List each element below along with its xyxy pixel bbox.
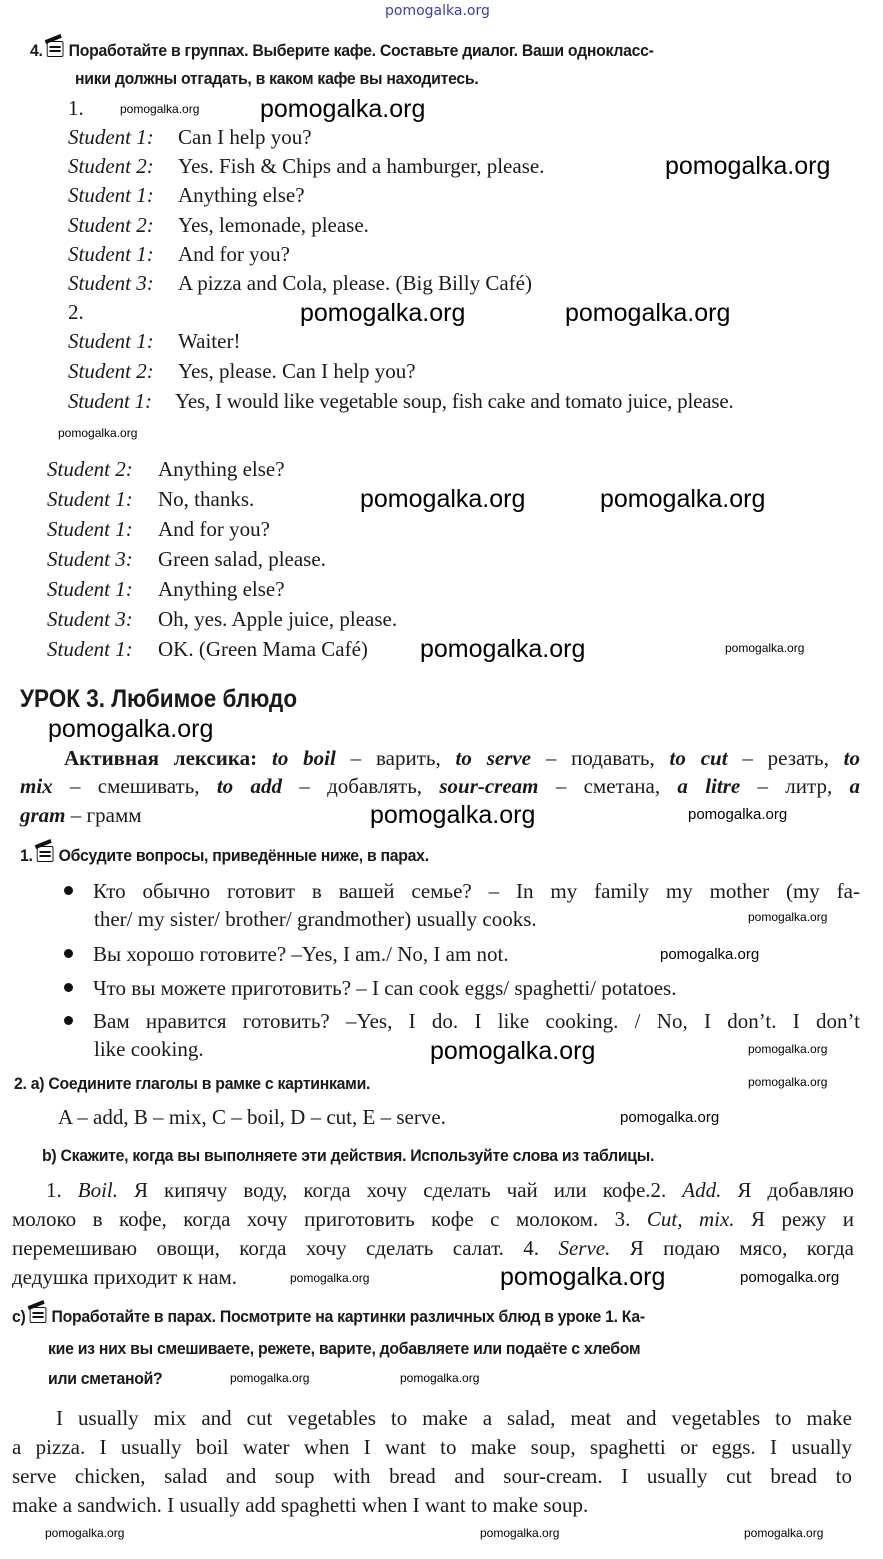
bullet-item [64, 878, 860, 904]
utterance: A pizza and Cola, please. (Big Billy Café) [178, 271, 532, 295]
utterance: Can I help you? [178, 125, 312, 149]
vocab-word: to cut [669, 746, 728, 770]
task-number: 1. [20, 846, 33, 865]
vocab-meaning: – литр, [740, 774, 850, 798]
vocab-line [64, 745, 860, 771]
vocab-word: a [849, 774, 860, 798]
speaker: Student 1: [68, 389, 152, 413]
speaker: Student 3: [47, 547, 133, 571]
watermark: pomogalka.org [400, 1371, 480, 1385]
watermark: pomogalka.org [740, 1269, 840, 1286]
dialog-line [68, 153, 544, 179]
speaker: Student 1: [47, 577, 133, 601]
task-text: Обсудите вопросы, приведённые ниже, в парах. [58, 846, 429, 865]
dialog-line [47, 516, 270, 542]
speaker: Student 2: [68, 359, 154, 383]
vocab-word: gram [20, 803, 66, 827]
paragraph-line: serve chicken, salad and soup with bread and sour-cream. I usually cut bread to [12, 1464, 852, 1488]
speaker: Student 2: [68, 154, 154, 178]
watermark: pomogalka.org [48, 715, 214, 743]
vocab-word: to add [216, 774, 282, 798]
verb: Add. [682, 1178, 722, 1202]
watermark: pomogalka.org [748, 1075, 828, 1089]
watermark: pomogalka.org [480, 1526, 560, 1540]
speaker: Student 1: [47, 487, 133, 511]
dialog-line [68, 388, 734, 414]
speaker: Student 1: [68, 183, 154, 207]
watermark: pomogalka.org [500, 1263, 666, 1291]
watermark: pomogalka.org [620, 1109, 720, 1126]
lesson-title: УРОК 3. Любимое блюдо [20, 685, 298, 713]
watermark: pomogalka.org [58, 426, 138, 440]
dialog-line [68, 124, 312, 150]
bullet-item [64, 975, 676, 1001]
watermark: pomogalka.org [600, 485, 766, 513]
paragraph-line [12, 1206, 854, 1232]
utterance: Anything else? [158, 577, 285, 601]
dialog-number: 1. [68, 96, 84, 120]
utterance: Green salad, please. [158, 547, 326, 571]
dialog-number: 2. [68, 300, 84, 324]
vocab-meaning: – варить, [335, 746, 456, 770]
paragraph-line: a pizza. I usually boil water when I want to make soup, spaghetti or eggs. I usually [12, 1435, 852, 1459]
task4-heading-cont: ники должны отгадать, в каком кафе вы находитесь. [75, 69, 479, 88]
ex2a-answer: A – add, B – mix, C – boil, D – cut, E – serve. [58, 1105, 446, 1129]
speaker: Student 1: [68, 125, 154, 149]
speaker: Student 3: [47, 607, 133, 631]
paragraph-line: make a sandwich. I usually add spaghetti when I want to make soup. [12, 1493, 589, 1517]
header-watermark[interactable]: pomogalka.org [385, 3, 490, 19]
dialog-line [47, 486, 254, 512]
text: Я режу и [734, 1207, 854, 1231]
workbook-icon [46, 41, 63, 57]
bullet-item [64, 941, 509, 967]
speaker: Student 1: [47, 637, 133, 661]
vocab-word: a litre [677, 774, 741, 798]
speaker: Student 1: [47, 517, 133, 541]
task4-heading [30, 38, 654, 64]
watermark: pomogalka.org [260, 95, 426, 123]
utterance: Yes, please. Can I help you? [178, 359, 416, 383]
paragraph-line [46, 1177, 854, 1203]
ex2c-heading-cont: или сметаной? [48, 1369, 163, 1388]
verb: Serve. [558, 1236, 611, 1260]
bullet-icon [64, 886, 73, 895]
bullet-item [64, 1008, 860, 1034]
vocab-meaning: – подавать, [531, 746, 670, 770]
speaker: Student 3: [68, 271, 154, 295]
dialog-line [68, 212, 369, 238]
workbook-icon [29, 1307, 46, 1323]
bullet-text: Вам нравится готовить? –Yes, I do. I like cooking. / No, I don’t. I don’t [93, 1009, 860, 1033]
vocab-meaning: – смешивать, [52, 774, 217, 798]
bullet-icon [64, 983, 73, 992]
dialog-line [47, 606, 397, 632]
task-text: Поработайте в парах. Посмотрите на картинки различных блюд в уроке 1. Ка- [51, 1307, 645, 1326]
vocab-label: Активная лексика: [64, 746, 258, 770]
vocab-word: mix [20, 774, 53, 798]
bullet-icon [64, 1016, 73, 1025]
paragraph-line: дедушка приходит к нам. [12, 1265, 238, 1289]
ex2a-heading: 2. а) Соедините глаголы в рамке с картинками. [14, 1074, 371, 1093]
vocab-line [20, 802, 142, 828]
verb: Boil. [77, 1178, 118, 1202]
dialog-line [68, 358, 416, 384]
watermark: pomogalka.org [665, 152, 831, 180]
vocab-meaning: – добавлять, [281, 774, 440, 798]
watermark: pomogalka.org [660, 946, 760, 963]
watermark: pomogalka.org [688, 806, 788, 823]
watermark: pomogalka.org [300, 299, 466, 327]
watermark: pomogalka.org [45, 1526, 125, 1540]
bullet-text: Вы хорошо готовите? –Yes, I am./ No, I am not. [93, 942, 509, 966]
watermark: pomogalka.org [748, 1042, 828, 1056]
paragraph-line [12, 1235, 854, 1261]
watermark: pomogalka.org [230, 1371, 310, 1385]
ex2c-heading-cont: кие из них вы смешиваете, режете, варите, добавляете или подаёте с хлебом [48, 1339, 641, 1358]
dialog-line [47, 456, 285, 482]
verb: Cut, mix. [646, 1207, 735, 1231]
vocab-word: to serve [455, 746, 531, 770]
utterance: And for you? [178, 242, 290, 266]
vocab-word: to [843, 746, 861, 770]
utterance: Yes. Fish & Chips and a hamburger, please. [178, 154, 545, 178]
watermark: pomogalka.org [120, 102, 200, 116]
text: перемешиваю овощи, когда хочу сделать салат. 4. [12, 1236, 559, 1260]
vocab-line [20, 773, 860, 799]
speaker: Student 2: [68, 213, 154, 237]
vocab-word: sour-cream [439, 774, 539, 798]
watermark: pomogalka.org [748, 910, 828, 924]
utterance: And for you? [158, 517, 270, 541]
speaker: Student 2: [47, 457, 133, 481]
speaker: Student 1: [68, 329, 154, 353]
vocab-meaning: – грамм [65, 803, 142, 827]
watermark: pomogalka.org [744, 1526, 824, 1540]
text: молоко в кофе, когда хочу приготовить кофе с молоком. 3. [12, 1207, 647, 1231]
text: Я добавляю [721, 1178, 854, 1202]
task-number: 4. [30, 41, 43, 60]
bullet-text: Что вы можете приготовить? – I can cook eggs/ spaghetti/ potatoes. [93, 976, 677, 1000]
workbook-icon [36, 846, 53, 862]
watermark: pomogalka.org [370, 801, 536, 829]
speaker: Student 1: [68, 242, 154, 266]
watermark: pomogalka.org [360, 485, 526, 513]
text: Я кипячу воду, когда хочу сделать чай или кофе.2. [118, 1178, 683, 1202]
dialog-line [47, 636, 368, 662]
utterance: Oh, yes. Apple juice, please. [158, 607, 398, 631]
utterance: Waiter! [178, 329, 241, 353]
utterance: OK. (Green Mama Café) [158, 637, 368, 661]
ex2c-heading [12, 1304, 645, 1330]
vocab-meaning: – сметана, [538, 774, 678, 798]
watermark: pomogalka.org [290, 1271, 370, 1285]
watermark: pomogalka.org [565, 299, 731, 327]
ex2b-heading: b) Скажите, когда вы выполняете эти действия. Используйте слова из таблицы. [42, 1146, 655, 1165]
bullet-item-cont: like cooking. [94, 1037, 204, 1061]
dialog-line [68, 270, 532, 296]
utterance: Yes, lemonade, please. [178, 213, 369, 237]
bullet-icon [64, 949, 73, 958]
utterance: Anything else? [178, 183, 305, 207]
vocab-word: to boil [272, 746, 336, 770]
watermark: pomogalka.org [420, 635, 586, 663]
bullet-item-cont: ther/ my sister/ brother/ grandmother) usually cooks. [94, 907, 537, 931]
text: 1. [46, 1178, 78, 1202]
watermark: pomogalka.org [725, 641, 805, 655]
utterance: Yes, I would like vegetable soup, fish cake and tomato juice, please. [175, 389, 734, 413]
utterance: Anything else? [158, 457, 285, 481]
dialog-line [47, 546, 326, 572]
dialog-line [68, 328, 240, 354]
paragraph-line: I usually mix and cut vegetables to make a salad, meat and vegetables to make [56, 1406, 852, 1430]
text: Я подаю мясо, когда [610, 1236, 855, 1260]
watermark: pomogalka.org [430, 1037, 596, 1065]
task-number: с) [12, 1307, 26, 1326]
dialog-line [47, 576, 285, 602]
task-text: Поработайте в группах. Выберите кафе. Составьте диалог. Ваши однокласс- [68, 41, 654, 60]
bullet-text: Кто обычно готовит в вашей семье? – In my family my mother (my fa- [93, 879, 860, 903]
ex1-heading [20, 843, 429, 869]
dialog-line [68, 182, 305, 208]
utterance: No, thanks. [158, 487, 255, 511]
dialog-line [68, 241, 290, 267]
vocab-meaning: – резать, [727, 746, 844, 770]
